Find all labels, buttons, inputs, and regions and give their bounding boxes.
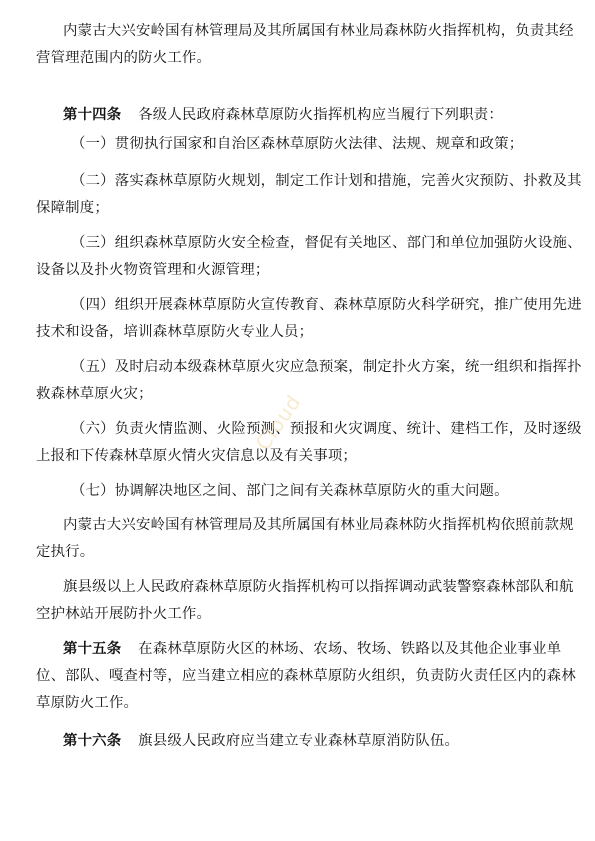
- text-line: （三）组织森林草原防火安全检查，督促有关地区、部门和单位加强防火设施、: [71, 235, 582, 251]
- text-line: （一）贯彻执行国家和自治区森林草原防火法律、法规、规章和政策；: [71, 136, 524, 152]
- text-line: 位、部队、嘎查村等，应当建立相应的森林草原防火组织，负责防火责任区内的森林: [36, 668, 576, 684]
- text-line: 技术和设备，培训森林草原防火专业人员；: [36, 324, 314, 340]
- article-15: [36, 636, 576, 717]
- text-line: 旗县级以上人民政府森林草原防火指挥机构可以指挥调动武装警察森林部队和航: [63, 579, 574, 595]
- paragraph-dxal-reference: [36, 512, 574, 566]
- text-line: 上报和下传森林草原火情火灾信息以及有关事项；: [36, 448, 357, 464]
- text-line: 保障制度；: [36, 200, 109, 216]
- paragraph-forest-force: [36, 574, 574, 628]
- article-16: [63, 728, 541, 755]
- article-15-title: 第十五条: [63, 641, 122, 657]
- article-14: [63, 102, 541, 129]
- text-line: 空护林站开展防扑火工作。: [36, 606, 212, 622]
- text-line: 内蒙古大兴安岭国有林管理局及其所属国有林业局森林防火指挥机构，负责其经: [63, 23, 574, 39]
- text-line: 设备以及扑火物资管理和火源管理；: [36, 262, 270, 278]
- text-line: 在森林草原防火区的林场、农场、牧场、铁路以及其他企业事业单: [138, 641, 562, 657]
- text-line: 救森林草原火灾；: [36, 386, 153, 402]
- list-item-2: [36, 168, 582, 222]
- text-line: 草原防火工作。: [36, 695, 139, 711]
- text-line: （四）组织开展森林草原防火宣传教育、森林草原防火科学研究，推广使用先进: [71, 297, 582, 313]
- paragraph-dxal-agency-duty: [36, 18, 574, 72]
- list-item-4: [36, 292, 582, 346]
- text-line: （六）负责火情监测、火险预测、预报和火灾调度、统计、建档工作，及时逐级: [71, 421, 582, 437]
- text-line: 各级人民政府森林草原防火指挥机构应当履行下列职责：: [138, 107, 503, 123]
- text-line: 定执行。: [36, 544, 95, 560]
- text-line: 内蒙古大兴安岭国有林管理局及其所属国有林业局森林防火指挥机构依照前款规: [63, 517, 574, 533]
- list-item-7: [63, 478, 541, 505]
- text-line: （二）落实森林草原防火规划，制定工作计划和措施，完善火灾预防、扑救及其: [71, 173, 582, 189]
- text-line: 营管理范围内的防火工作。: [36, 50, 212, 66]
- list-item-1: [63, 131, 541, 158]
- article-14-title: 第十四条: [63, 107, 122, 123]
- text-line: （五）及时启动本级森林草原火灾应急预案，制定扑火方案，统一组织和指挥扑: [71, 359, 582, 375]
- list-item-3: [36, 230, 582, 284]
- watermark: Cloud: [250, 389, 306, 455]
- text-line: 旗县级人民政府应当建立专业森林草原消防队伍。: [138, 733, 460, 749]
- article-16-title: 第十六条: [63, 733, 122, 749]
- text-line: （七）协调解决地区之间、部门之间有关森林草原防火的重大问题。: [71, 483, 509, 499]
